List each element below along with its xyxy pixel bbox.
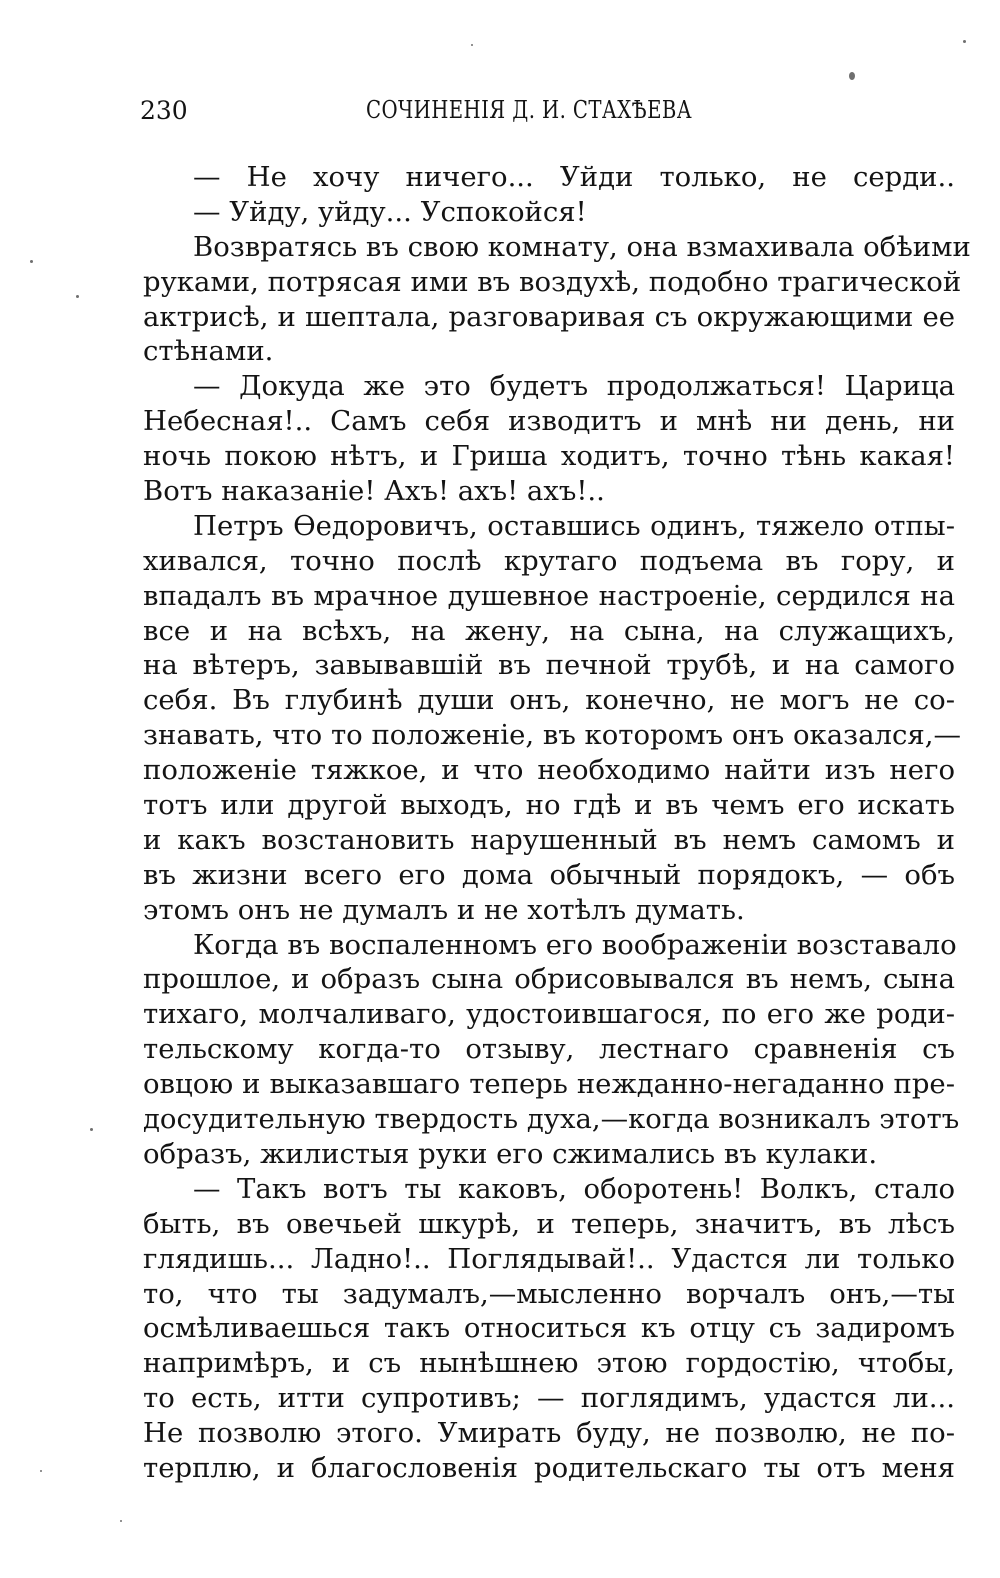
page-number: 230 xyxy=(140,96,188,125)
text-line: ночь покою нѣтъ, и Гриша ходитъ, точно тѣнь какая! xyxy=(143,440,955,473)
text-line: въ жизни всего его дома обычный порядокъ, — объ xyxy=(143,858,955,891)
text-line: быть, въ овечьей шкурѣ, и теперь, значитъ, въ лѣсъ xyxy=(143,1207,955,1240)
text-line: стѣнами. xyxy=(143,335,274,368)
text-line: положеніе тяжкое, и что необходимо найти изъ него xyxy=(143,754,955,787)
scan-speck xyxy=(963,40,966,43)
text-line: знавать, что то положеніе, въ которомъ онъ оказался,— xyxy=(143,719,961,752)
text-line: актрисѣ, и шептала, разговаривая съ окружающими ее xyxy=(143,300,955,333)
text-line: себя. Въ глубинѣ души онъ, конечно, не могъ не со- xyxy=(143,684,955,717)
scan-speck xyxy=(849,72,855,80)
page-header xyxy=(140,96,760,136)
text-line: — Уйду, уйду... Успокойся! xyxy=(193,195,587,228)
scan-speck xyxy=(76,295,79,298)
text-line: Возвратясь въ свою комнату, она взмахивала обѣими xyxy=(193,230,971,263)
scan-speck xyxy=(120,1520,122,1522)
text-line: овцою и выказавшаго теперь нежданно-негаданно пре- xyxy=(143,1068,955,1101)
text-line: напримѣръ, и съ нынѣшнею этою гордостію, чтобы, xyxy=(143,1347,955,1380)
scan-speck xyxy=(90,1128,93,1131)
text-line: этомъ онъ не думалъ и не хотѣлъ думать. xyxy=(143,893,745,926)
scan-speck xyxy=(471,44,473,46)
text-line: Не позволю этого. Умирать буду, не позволю, не по- xyxy=(143,1417,955,1450)
text-line: руками, потрясая ими въ воздухѣ, подобно трагической xyxy=(143,265,962,298)
text-line: тихаго, молчаливаго, удостоившагося, по его же роди- xyxy=(143,998,955,1031)
text-line: и какъ возстановить нарушенный въ немъ самомъ и xyxy=(143,823,955,856)
text-line: осмѣливаешься такъ относиться къ отцу съ задиромъ xyxy=(143,1312,955,1345)
scan-speck xyxy=(40,1470,42,1472)
body-text xyxy=(143,160,971,1486)
text-line: прошлое, и образъ сына обрисовывался въ немъ, сына xyxy=(143,963,955,996)
text-line: впадалъ въ мрачное душевное настроеніе, сердился на xyxy=(143,579,955,612)
text-line: образъ, жилистыя руки его сжимались въ кулаки. xyxy=(143,1137,878,1170)
text-line: на вѣтеръ, завывавшій въ печной трубѣ, и на самого xyxy=(143,649,955,682)
text-line: досудительную твердость духа,—когда возникалъ этотъ xyxy=(143,1103,960,1136)
text-line: хивался, точно послѣ крутаго подъема въ гору, и xyxy=(143,544,955,577)
text-line: — Докуда же это будетъ продолжаться! Царица xyxy=(193,370,955,403)
text-line: Когда въ воспаленномъ его воображеніи возставало xyxy=(193,928,957,961)
text-line: глядишь... Ладно!.. Поглядывай!.. Удастся ли только xyxy=(143,1242,955,1275)
text-line: то есть, итти супротивъ; — поглядимъ, удастся ли... xyxy=(143,1382,955,1415)
text-line: терплю, и благословенія родительскаго ты отъ меня xyxy=(143,1451,955,1484)
text-line: тельскому когда-то отзыву, лестнаго сравненія съ xyxy=(143,1033,955,1066)
scan-speck xyxy=(30,260,33,263)
text-line: тотъ или другой выходъ, но гдѣ и въ чемъ его искать xyxy=(143,789,955,822)
text-line: то, что ты задумалъ,—мысленно ворчалъ онъ,—ты xyxy=(143,1277,955,1310)
text-line: — Не хочу ничего... Уйди только, не серди.. xyxy=(193,161,955,193)
running-title: СОЧИНЕНІЯ Д. И. СТАХѢЕВА xyxy=(366,96,693,124)
text-line: — Такъ вотъ ты каковъ, оборотень! Волкъ, стало xyxy=(193,1172,955,1205)
text-line: Небесная!.. Самъ себя изводитъ и мнѣ ни день, ни xyxy=(143,405,955,438)
text-line: все и на всѣхъ, на жену, на сына, на служащихъ, xyxy=(143,614,955,647)
text-line: Вотъ наказаніе! Ахъ! ахъ! ахъ!.. xyxy=(143,475,605,508)
text-line: Петръ Ѳедоровичъ, оставшись одинъ, тяжело отпы- xyxy=(193,509,955,542)
